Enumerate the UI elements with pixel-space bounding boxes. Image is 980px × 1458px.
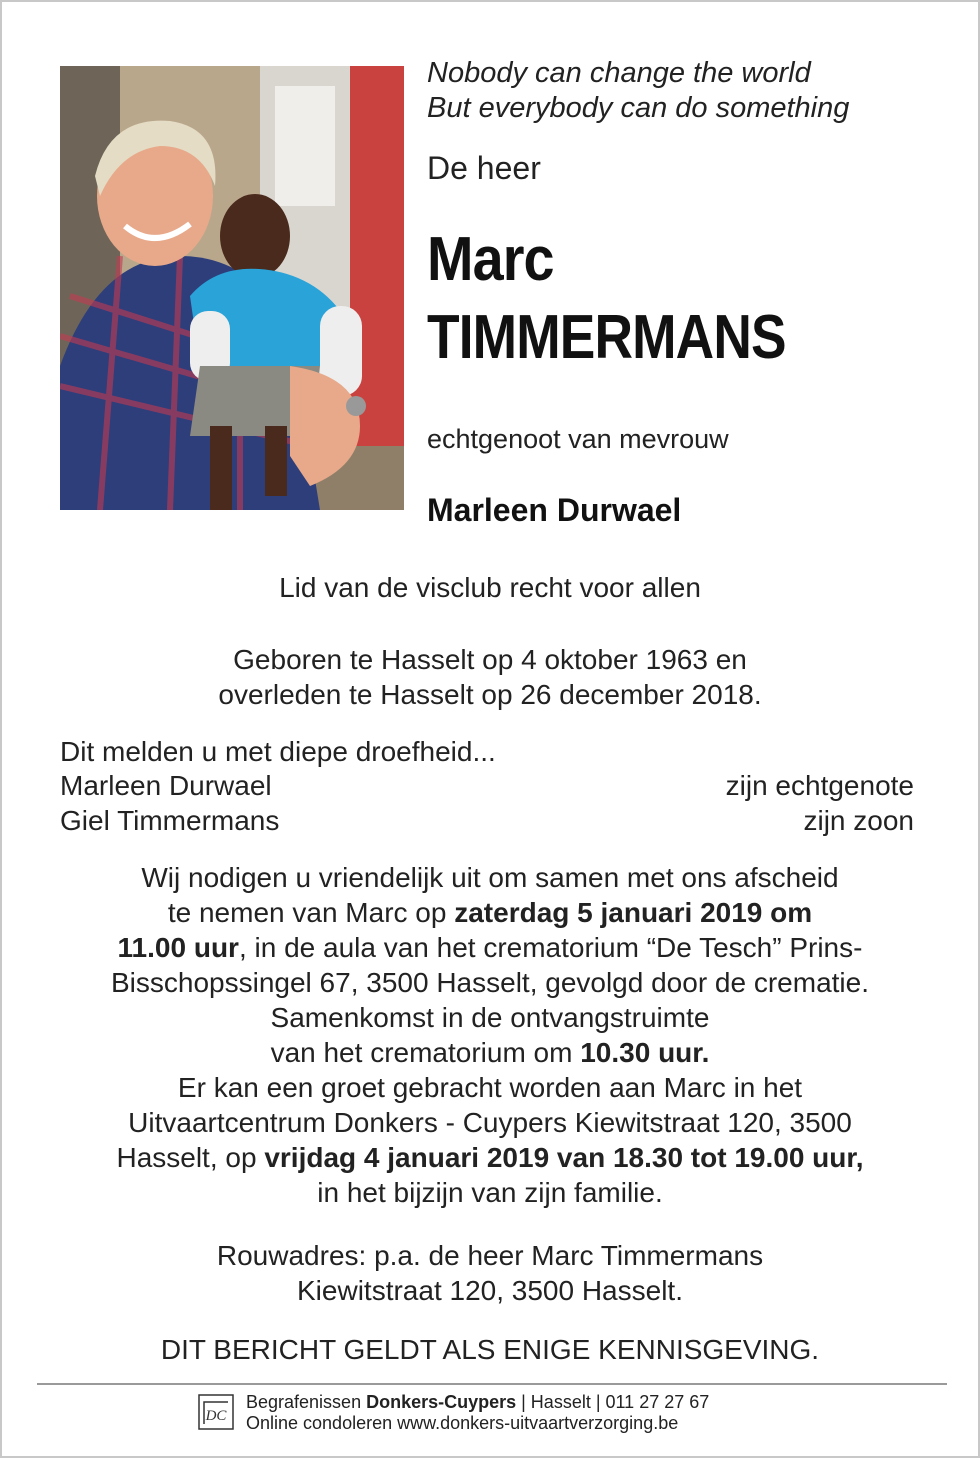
invitation-line: Samenkomst in de ontvangstruimte [270,1002,710,1033]
ceremony-date: zaterdag 5 januari 2019 om [454,897,813,928]
funeral-home-logo-icon [198,1394,234,1430]
quote-line: Nobody can change the world [427,57,811,89]
birth-death-info [2,642,978,712]
invitation-text: , in de aula van het crematorium “De Tesch” Prins- [238,932,863,963]
quote-line: But everybody can do something [427,92,850,124]
spouse-intro: echtgenoot van mevrouw [427,424,729,454]
invitation-line [2,895,978,930]
family-row [60,770,914,802]
invitation-line [2,1140,978,1175]
invitation-text: Hasselt, op [116,1142,265,1173]
invitation-line: Uitvaartcentrum Donkers - Cuypers Kiewitstraat 120, 3500 [128,1107,852,1138]
family-member-name: Giel Timmermans [60,805,280,836]
invitation-text: van het crematorium om [270,1037,581,1068]
portrait-illustration [60,66,404,510]
family-row [60,805,914,837]
footer-company-line [246,1392,709,1413]
address-line: Rouwadres: p.a. de heer Marc Timmermans [216,1240,764,1271]
footer-text [246,1392,709,1434]
visitation-time: vrijdag 4 januari 2019 van 18.30 tot 19.00 uur, [264,1142,864,1173]
death-line: overleden te Hasselt op 26 december 2018. [218,679,762,710]
footer-online-line[interactable]: Online condoleren www.donkers-uitvaartverzorging.be [246,1413,679,1433]
quote [427,56,849,126]
spouse-name: Marleen Durwael [427,492,682,528]
invitation-line [2,930,978,965]
club-membership: Lid van de visclub recht voor allen [279,572,701,603]
deceased-first-name: Marc [427,225,554,294]
family-member-relation: zijn echtgenote [725,770,914,801]
invitation-text: te nemen van Marc op [167,897,455,928]
announcement: Dit melden u met diepe droefheid... [60,736,496,767]
birth-line: Geboren te Hasselt op 4 oktober 1963 en [233,644,747,675]
invitation-line [2,1035,978,1070]
invitation-line: Er kan een groet gebracht worden aan Marc in het [177,1072,803,1103]
footer-prefix: Begrafenissen [246,1392,367,1412]
logo-letters: DC [205,1408,227,1424]
family-member-name: Marleen Durwael [60,770,272,801]
honorific: De heer [427,150,541,186]
gathering-time: 10.30 uur. [580,1037,710,1068]
company-name: Donkers-Cuypers [366,1392,517,1412]
footer-divider [37,1383,947,1385]
mourning-address [2,1238,978,1308]
family-member-relation: zijn zoon [803,805,914,836]
footer [198,1392,898,1438]
portrait-photo [60,66,404,510]
notice: DIT BERICHT GELDT ALS ENIGE KENNISGEVING. [160,1334,820,1365]
ceremony-time: 11.00 uur [117,932,239,963]
address-line: Kiewitstraat 120, 3500 Hasselt. [297,1275,683,1306]
invitation-line: in het bijzijn van zijn familie. [317,1177,663,1208]
footer-contact: | Hasselt | 011 27 27 67 [516,1392,710,1412]
deceased-last-name: TIMMERMANS [427,303,786,372]
invitation-line: Wij nodigen u vriendelijk uit om samen met ons afscheid [141,862,839,893]
invitation-line: Bisschopssingel 67, 3500 Hasselt, gevolgd door de crematie. [111,967,869,998]
ceremony-invitation [2,860,978,1210]
